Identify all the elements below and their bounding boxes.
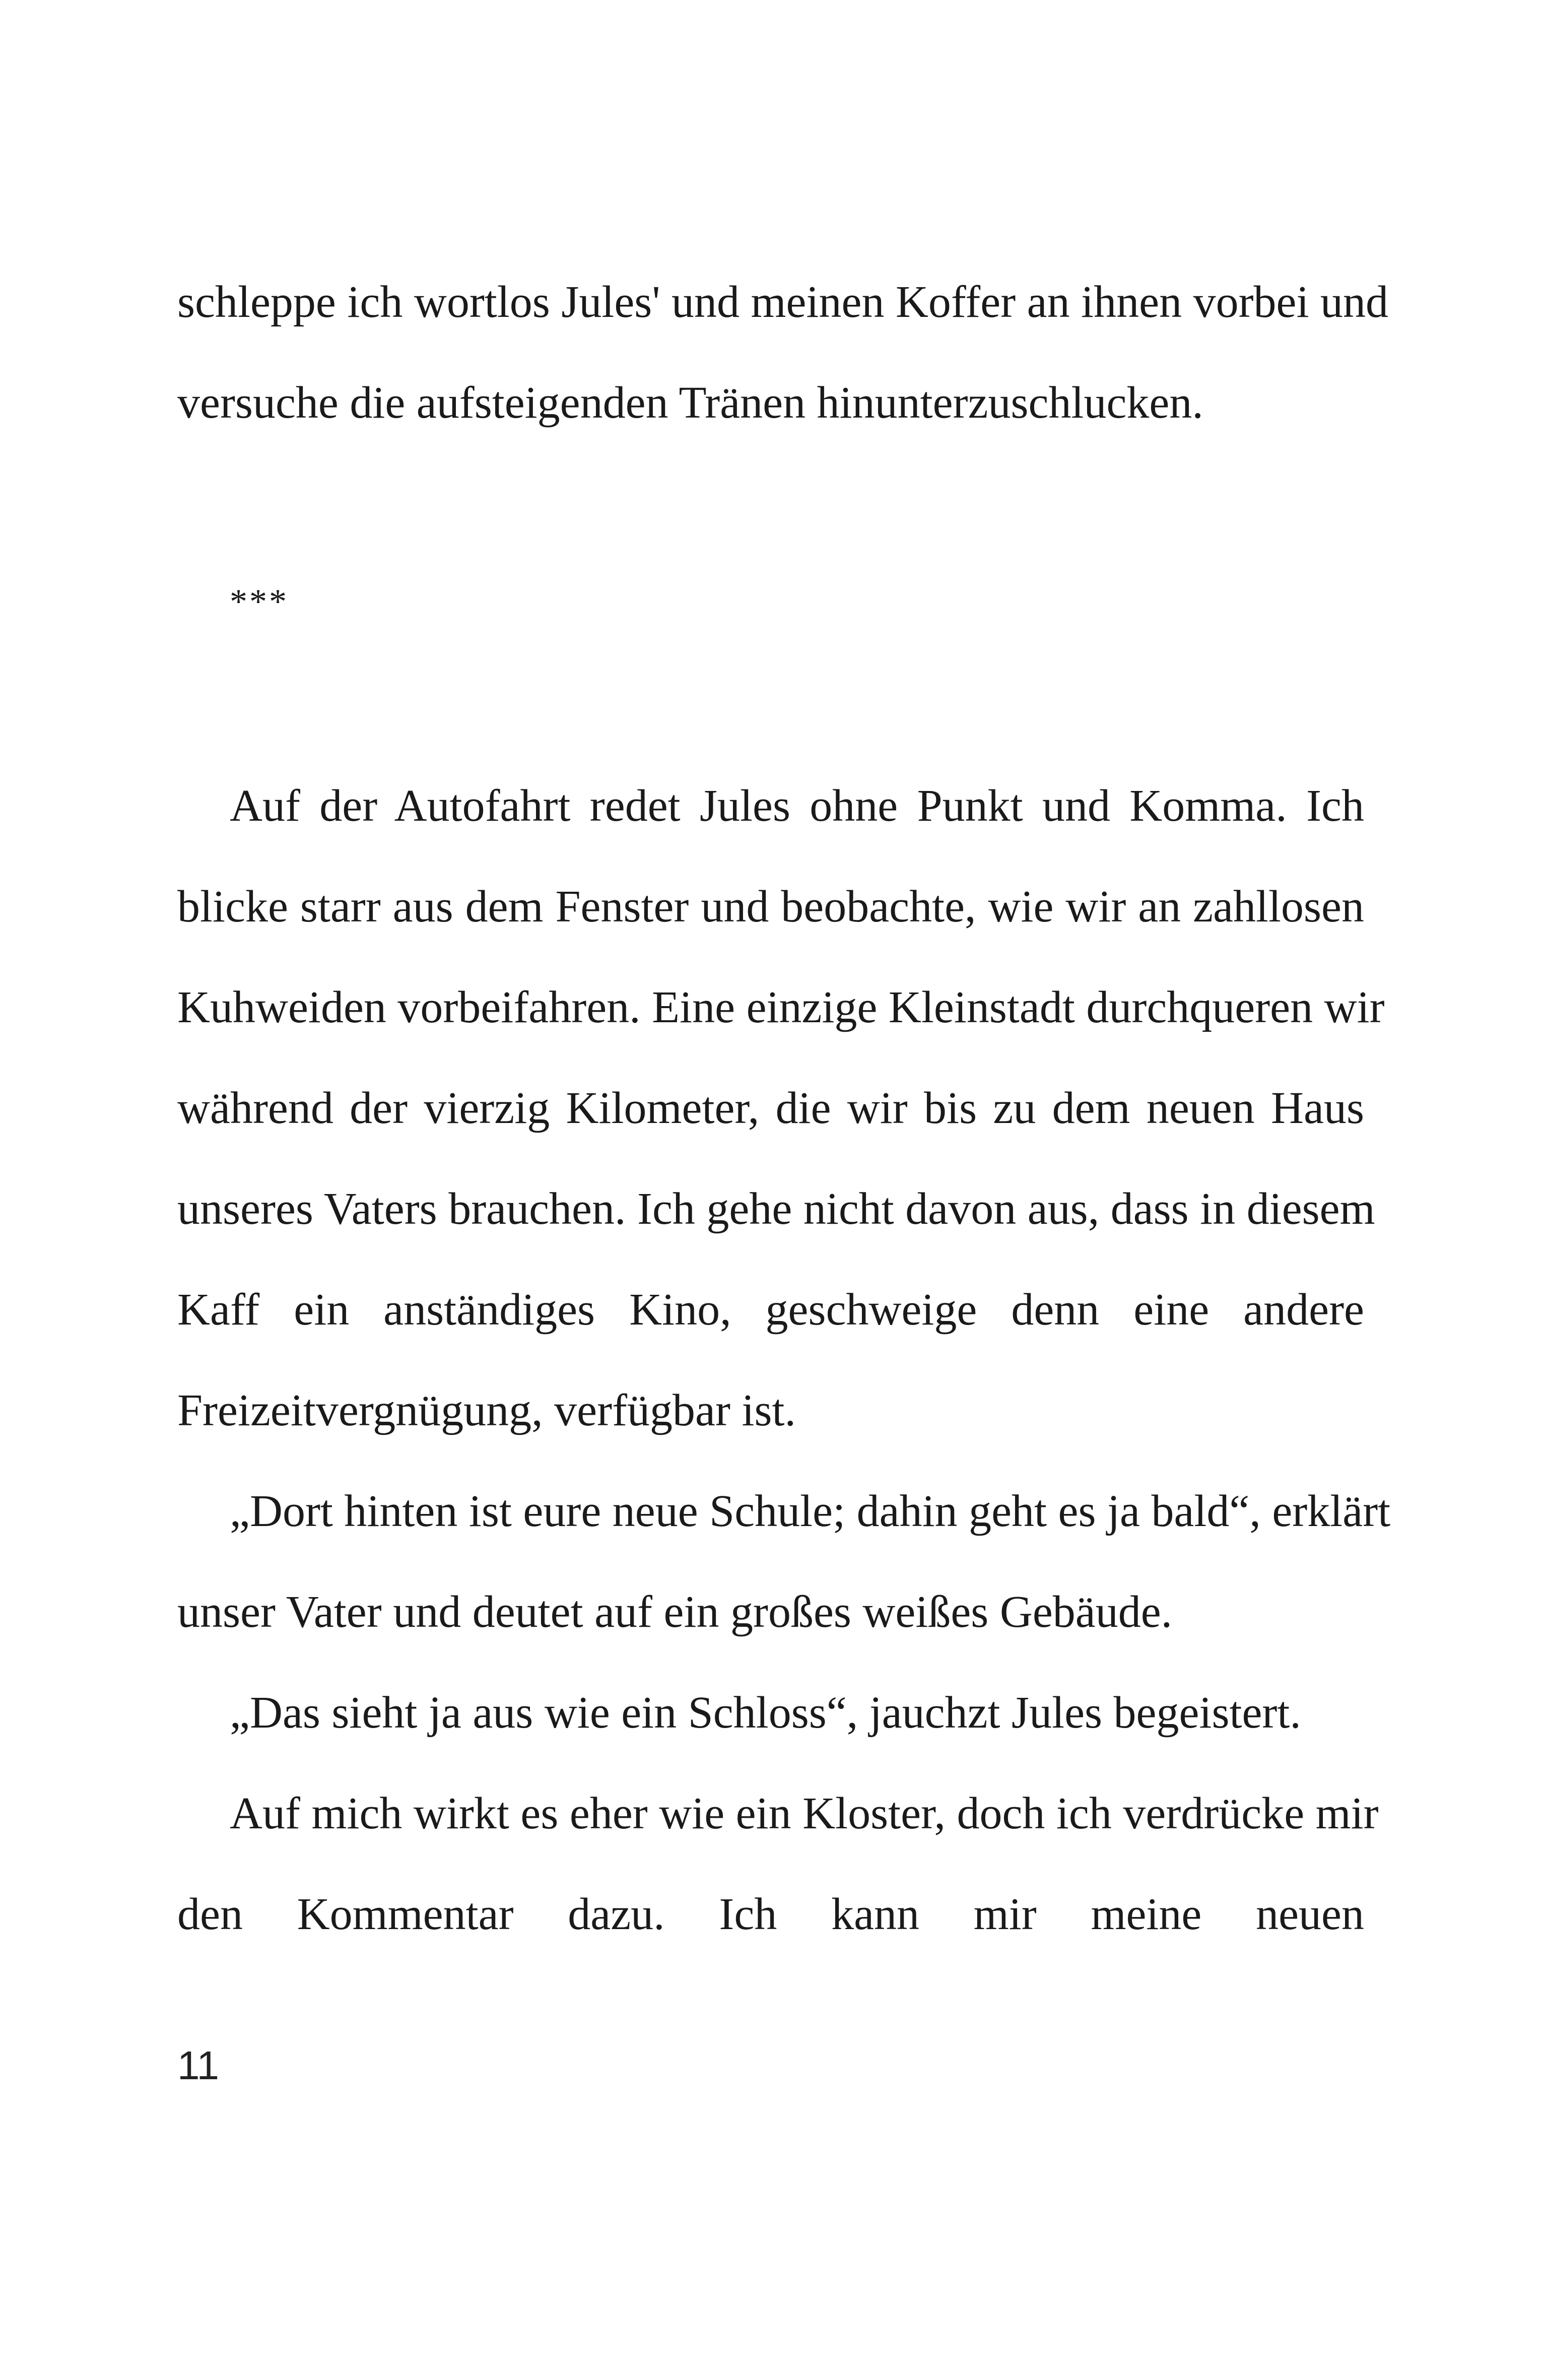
- text-line-13: Auf mich wirkt es eher wie ein Kloster, doch ich verdrücke mir: [230, 1789, 1379, 1838]
- text-line-9: Freizeitvergnügung, verfügbar ist.: [177, 1385, 796, 1435]
- text-line-2: versuche die aufsteigenden Tränen hinunterzuschlucken.: [177, 378, 1203, 428]
- text-line-14: den Kommentar dazu. Ich kann mir meine neuen: [177, 1889, 1364, 1939]
- text-line-12: „Das sieht ja aus wie ein Schloss“, jauchzt Jules begeistert.: [230, 1688, 1301, 1738]
- text-line-10: „Dort hinten ist eure neue Schule; dahin geht es ja bald“, erklärt: [230, 1486, 1391, 1536]
- text-line-1: schleppe ich wortlos Jules' und meinen Koffer an ihnen vorbei und: [177, 277, 1388, 327]
- text-line-8: Kaff ein anständiges Kino, geschweige denn eine andere: [177, 1285, 1364, 1335]
- text-line-3: Auf der Autofahrt redet Jules ohne Punkt und Komma. Ich: [230, 781, 1364, 831]
- text-line-4: blicke starr aus dem Fenster und beobachte, wie wir an zahllosen: [177, 882, 1364, 932]
- text-line-6: während der vierzig Kilometer, die wir bis zu dem neuen Haus: [177, 1083, 1364, 1133]
- section-separator: ***: [230, 582, 289, 621]
- text-line-7: unseres Vaters brauchen. Ich gehe nicht davon aus, dass in diesem: [177, 1184, 1375, 1234]
- text-line-5: Kuhweiden vorbeifahren. Eine einzige Kleinstadt durchqueren wir: [177, 982, 1385, 1032]
- text-line-11: unser Vater und deutet auf ein großes weißes Gebäude.: [177, 1587, 1173, 1637]
- page-number: 11: [177, 2043, 220, 2088]
